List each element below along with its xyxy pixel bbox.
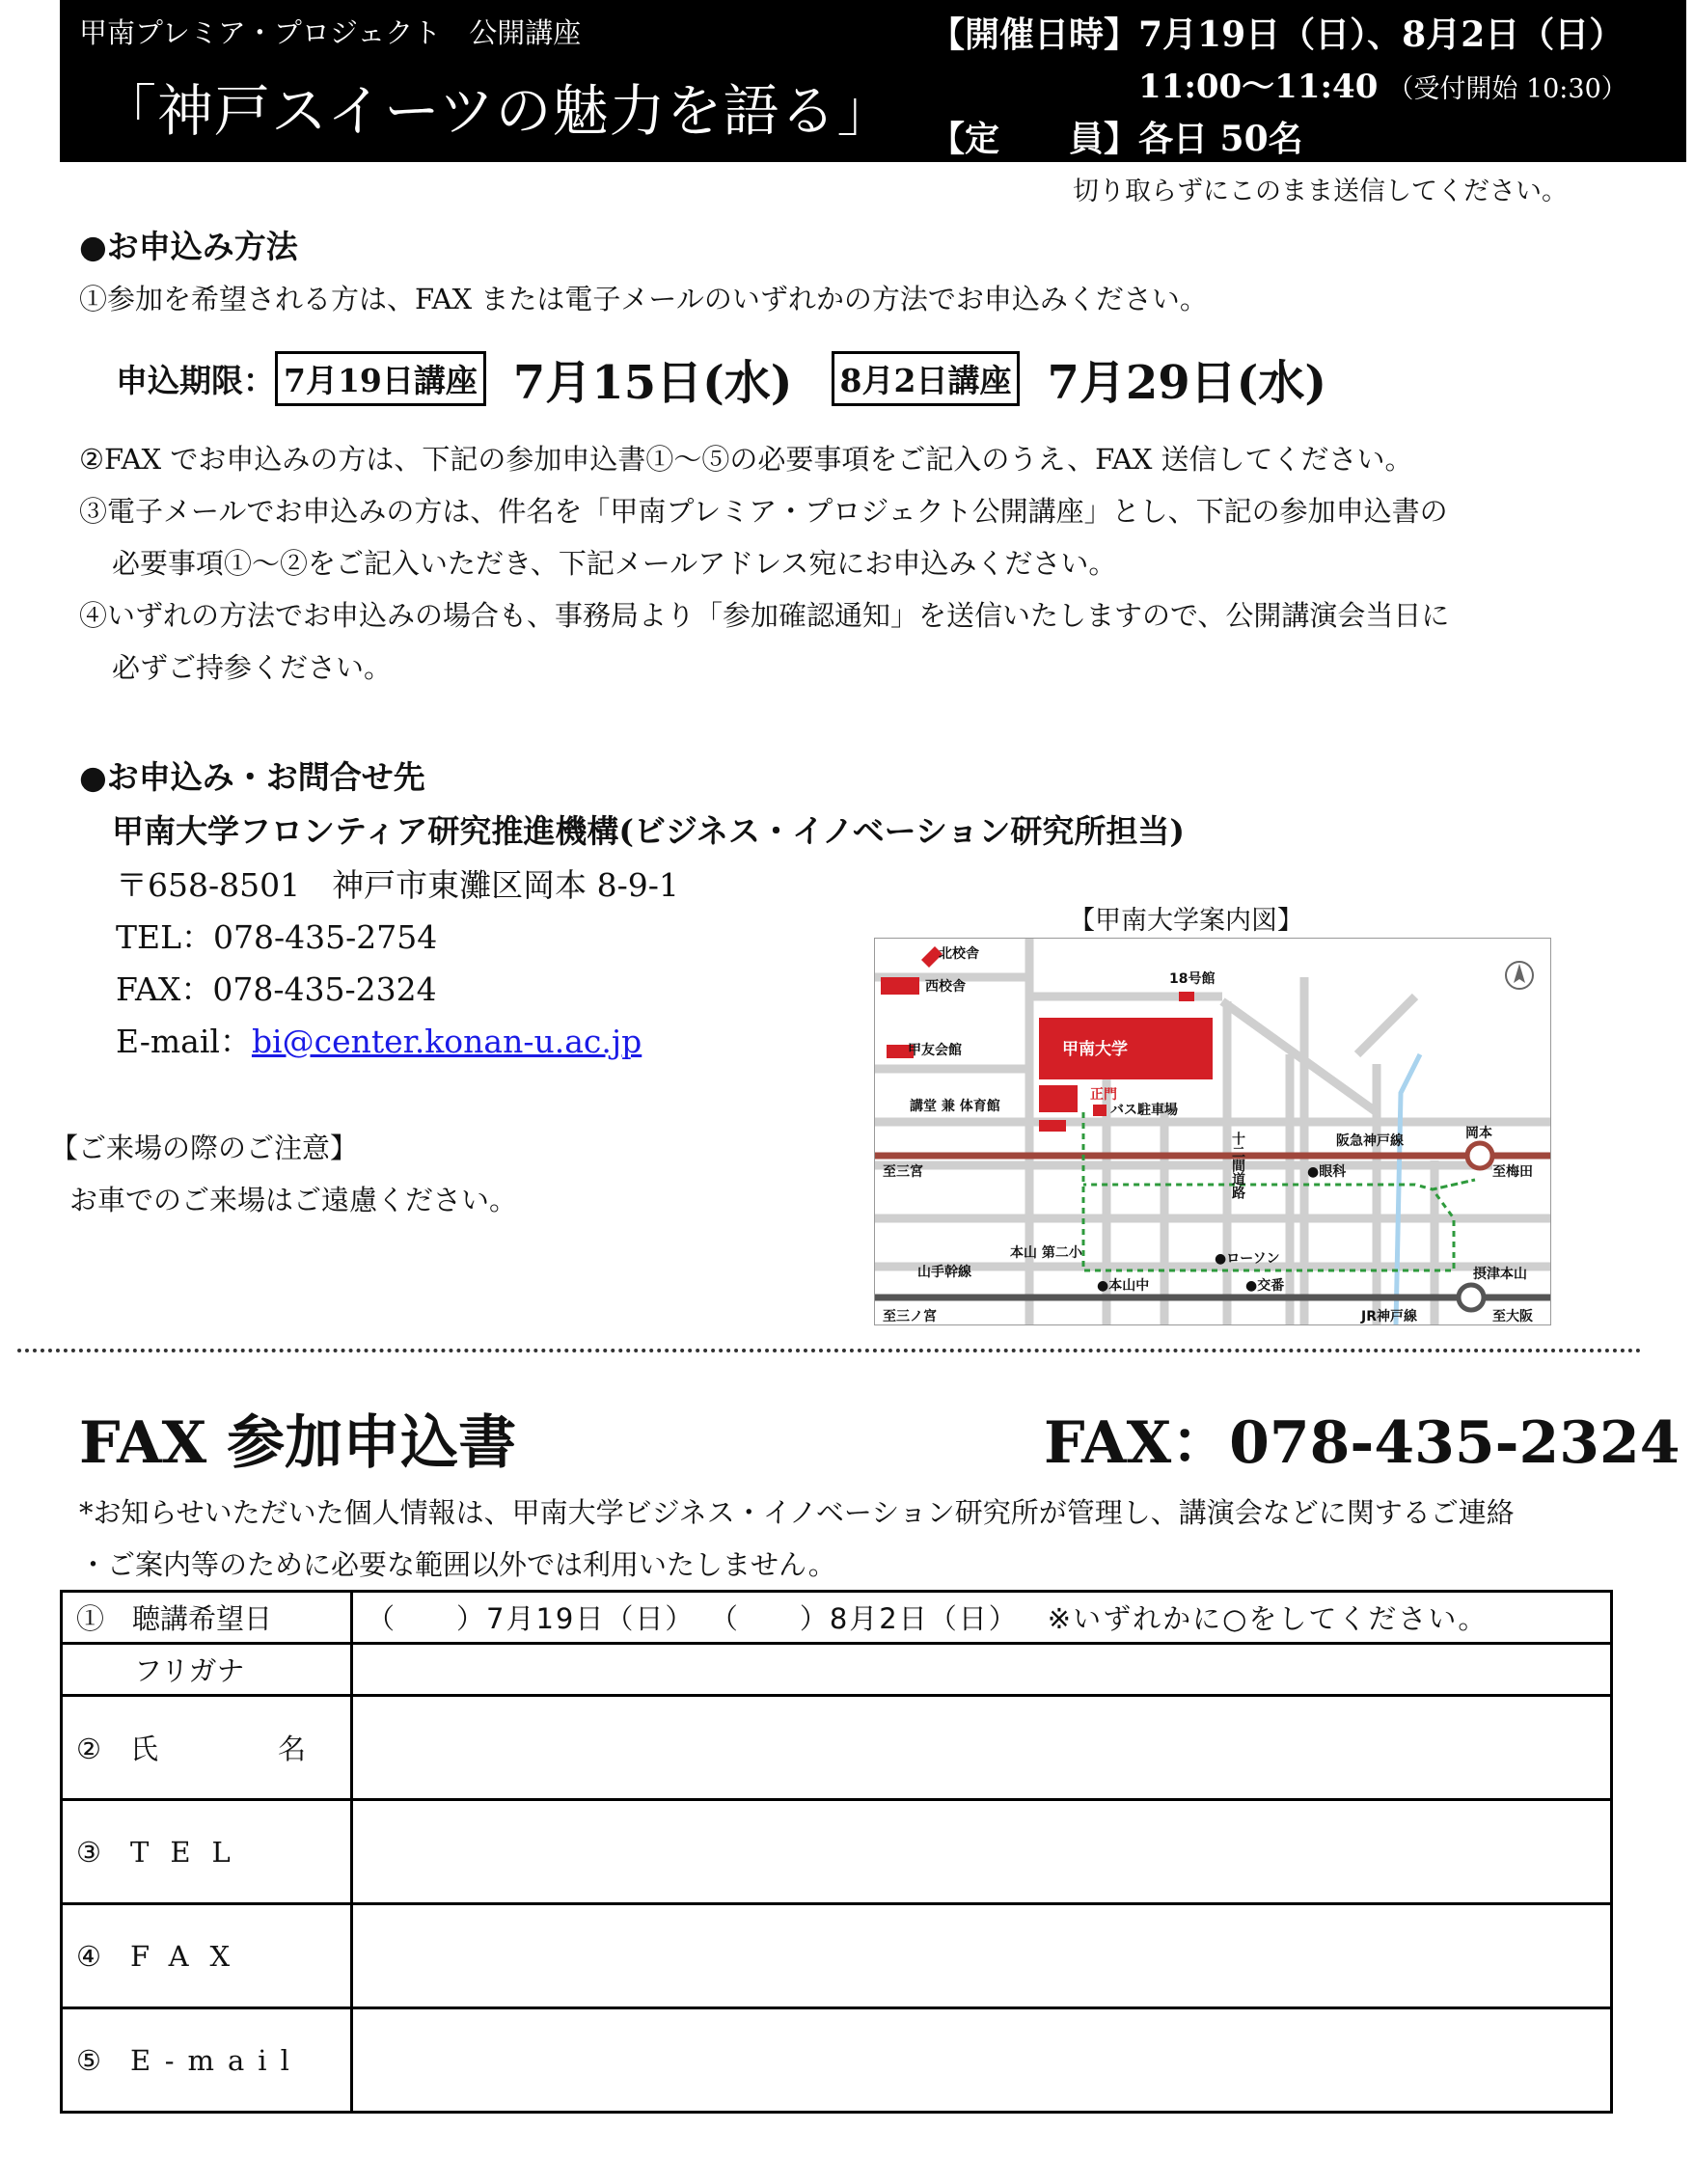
method-p3b: 必要事項①〜②をご記入いただき、下記メールアドレス宛にお申込みください。 (112, 547, 1117, 580)
row-label-fax: ④ FAX (62, 1904, 352, 2008)
date-option-1[interactable]: （ ）7月19日（日） (367, 1602, 696, 1635)
map-label: 西校舎 (925, 979, 966, 995)
map-label: 本山 第二小 (1010, 1245, 1082, 1261)
application-form (60, 1590, 1613, 2114)
method-heading: ●お申込み方法 (79, 228, 298, 265)
deadline1-box: 7月19日講座 (275, 351, 486, 406)
method-p3a: ③電子メールでお申込みの方は、件名を「甲南プレミア・プロジェクト公開講座」とし、下記の参加申込書の (79, 495, 1448, 528)
deadline1-date: 7月15日(水) (512, 356, 793, 410)
map-label: 甲南大学 (1062, 1040, 1128, 1059)
map-label: ●眼科 (1307, 1164, 1347, 1180)
map-label: 講堂 兼 体育館 (910, 1099, 1000, 1114)
row-label-name: ② 氏 名 (62, 1696, 352, 1800)
contact-fax: FAX：078-435-2324 (116, 970, 437, 1008)
capacity-value: 各日 50名 (1138, 119, 1303, 159)
walk-route (1083, 1112, 1475, 1270)
method-p4b: 必ずご持参ください。 (112, 651, 393, 684)
contact-tel: TEL：078-435-2754 (116, 918, 438, 956)
form-title: FAX 参加申込書 (79, 1409, 517, 1477)
date-options[interactable] (352, 1592, 1612, 1644)
time-note: （受付開始 10:30） (1387, 74, 1627, 104)
map-label: 摂津本山 (1473, 1267, 1527, 1282)
name-field[interactable] (352, 1696, 1612, 1800)
map-label: ●ローソン (1215, 1251, 1280, 1267)
deadline-row (116, 345, 1365, 412)
map-river (1396, 1054, 1420, 1324)
okamoto-station (1467, 1143, 1492, 1168)
row-label-kana: フリガナ (62, 1644, 352, 1696)
date-label: 【開催日時】 (930, 14, 1139, 55)
contact-email-row (116, 1017, 642, 1062)
time-value: 11:00〜11:40 (1138, 68, 1379, 106)
date-option-2[interactable]: （ ）8月2日（日） (724, 1602, 1019, 1635)
contact-org: 甲南大学フロンティア研究推進機構(ビジネス・イノベーション研究所担当) (112, 812, 1185, 850)
map-label: 至三ノ宮 (883, 1309, 937, 1324)
map-label: ●本山中 (1097, 1278, 1150, 1294)
method-p4a: ④いずれの方法でお申込みの場合も、事務局より「参加確認通知」を送信いたしますので、公開講演会当日に (79, 599, 1450, 632)
row-label-date: ① 聴講希望日 (62, 1592, 352, 1644)
map-label: 岡本 (1465, 1126, 1492, 1141)
contact-address: 〒658-8501 神戸市東灘区岡本 8-9-1 (116, 866, 679, 904)
map-label: 至梅田 (1492, 1164, 1533, 1180)
map-label: 山手幹線 (917, 1265, 971, 1280)
kana-field[interactable] (352, 1644, 1612, 1696)
map-label: 甲友会館 (908, 1043, 962, 1058)
email-link[interactable]: bi@center.konan-u.ac.jp (251, 1023, 642, 1060)
map-label: 阪急神戸線 (1336, 1133, 1404, 1149)
method-p1: ①参加を希望される方は、FAX または電子メールのいずれかの方法でお申込みください。 (79, 283, 1208, 315)
header-banner (60, 0, 1686, 162)
map-label: JR神戸線 (1361, 1309, 1417, 1324)
campus-map (874, 938, 1551, 1325)
map-label: 十二間道路 (1230, 1132, 1245, 1199)
map-label: 至三宮 (883, 1164, 923, 1180)
tel-field[interactable] (352, 1800, 1612, 1904)
time-row (1138, 60, 1627, 107)
form-fax-number: FAX：078-435-2324 (1044, 1409, 1680, 1477)
email-label: E-mail： (116, 1023, 252, 1060)
contact-heading: ●お申込み・お問合せ先 (79, 758, 425, 796)
deadline2-date: 7月29日(水) (1047, 356, 1327, 410)
map-label: 至大阪 (1492, 1309, 1533, 1324)
map-label: 正門 (1090, 1087, 1117, 1103)
header-title: 「神戸スイーツの魅力を語る」 (100, 78, 894, 144)
method-p2: ②FAX でお申込みの方は、下記の参加申込書①〜⑤の必要事項をご記入のうえ、FAX 送信してください。 (79, 443, 1413, 476)
map-label: ●交番 (1245, 1278, 1285, 1294)
row-label-tel: ③ TEL (62, 1800, 352, 1904)
cut-line (17, 1349, 1642, 1352)
settsu-motoyama-station (1459, 1285, 1484, 1310)
row-label-email: ⑤ E-mail (62, 2008, 352, 2113)
map-roads (875, 939, 1550, 1324)
email-field[interactable] (352, 2008, 1612, 2113)
date-note: ※いずれかに○をしてください。 (1047, 1602, 1489, 1635)
visit-note: お車でのご来場はご遠慮ください。 (69, 1184, 518, 1216)
map-label: 18号館 (1169, 971, 1216, 987)
send-note: 切り取らずにこのまま送信してください。 (1073, 177, 1568, 206)
privacy-note-2: ・ご案内等のために必要な範囲以外では利用いたしません。 (79, 1548, 836, 1581)
map-label: 北校舎 (939, 946, 979, 962)
header-subtitle: 甲南プレミア・プロジェクト 公開講座 (79, 16, 582, 49)
capacity-label: 【定 員】 (930, 119, 1139, 159)
map-label: バス駐車場 (1110, 1103, 1178, 1118)
deadline2-box: 8月2日講座 (832, 351, 1021, 406)
date-value: 7月19日（日）、8月2日（日） (1138, 14, 1625, 55)
privacy-note-1: *お知らせいただいた個人情報は、甲南大学ビジネス・イノベーション研究所が管理し、講演会などに関するご連絡 (79, 1496, 1515, 1529)
map-title: 【甲南大学案内図】 (1069, 906, 1303, 936)
visit-title: 【ご来場の際のご注意】 (50, 1132, 359, 1164)
deadline-label: 申込期限： (116, 362, 275, 399)
fax-field[interactable] (352, 1904, 1612, 2008)
